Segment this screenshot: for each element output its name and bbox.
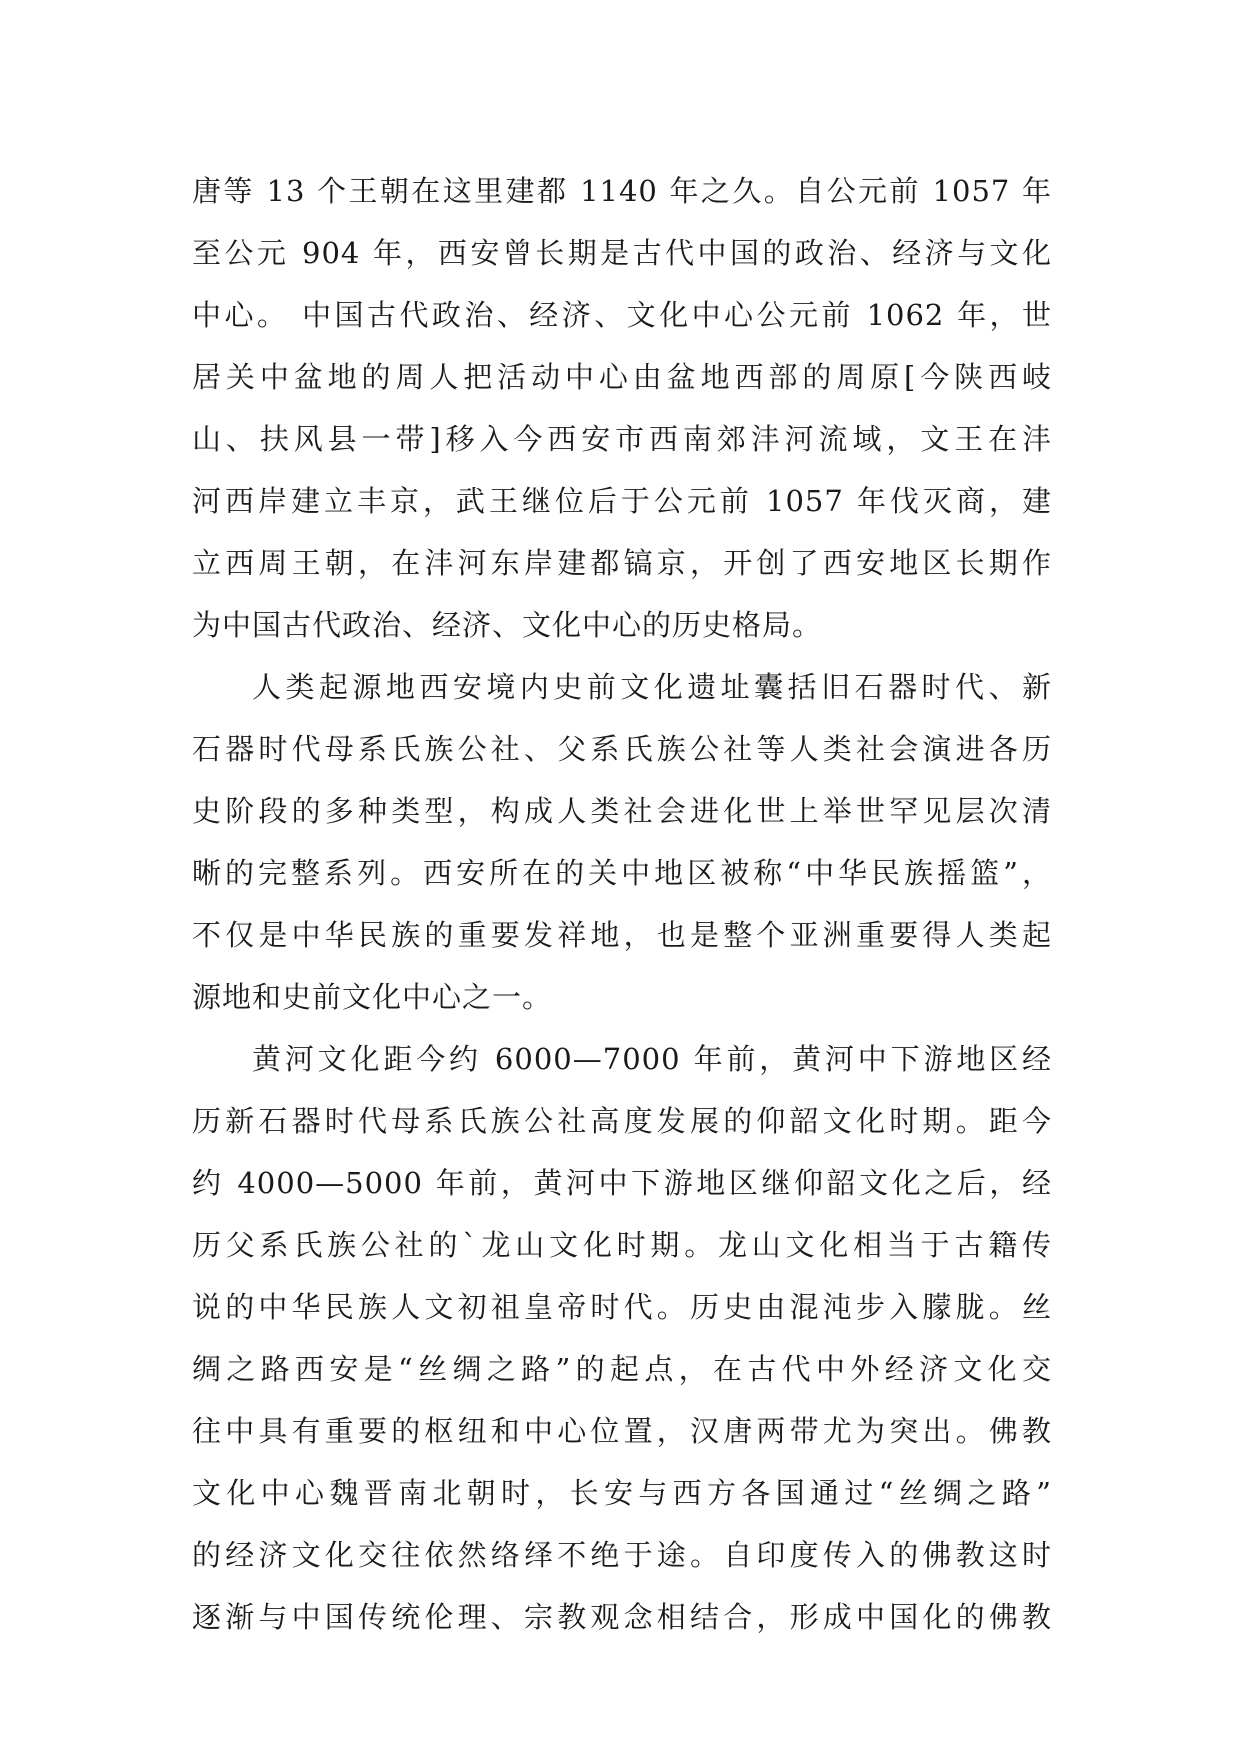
text-line: 史阶段的多种类型，构成人类社会进化世上举世罕见层次清 bbox=[192, 794, 1052, 828]
text-line: 唐等 13 个王朝在这里建都 1140 年之久。自公元前 1057 年 bbox=[192, 174, 1052, 208]
text-line: 人类起源地西安境内史前文化遗址囊括旧石器时代、新 bbox=[252, 670, 1052, 704]
text-line: 为中国古代政治、经济、文化中心的历史格局。 bbox=[192, 608, 823, 642]
text-line: 绸之路西安是“丝绸之路”的起点，在古代中外经济文化交 bbox=[192, 1352, 1052, 1386]
text-line: 立西周王朝，在沣河东岸建都镐京，开创了西安地区长期作 bbox=[192, 546, 1052, 580]
text-line: 居关中盆地的周人把活动中心由盆地西部的周原[今陕西岐 bbox=[192, 360, 1052, 394]
body-text bbox=[192, 160, 1052, 1648]
text-line: 至公元 904 年，西安曾长期是古代中国的政治、经济与文化 bbox=[192, 236, 1052, 270]
text-line: 历新石器时代母系氏族公社高度发展的仰韶文化时期。距今 bbox=[192, 1104, 1052, 1138]
text-line: 逐渐与中国传统伦理、宗教观念相结合，形成中国化的佛教 bbox=[192, 1600, 1052, 1634]
text-line: 文化中心魏晋南北朝时，长安与西方各国通过“丝绸之路” bbox=[192, 1476, 1052, 1510]
text-line: 山、扶风县一带]移入今西安市西南郊沣河流域，文王在沣 bbox=[192, 422, 1052, 456]
text-line: 中心。 中国古代政治、经济、文化中心公元前 1062 年，世 bbox=[192, 298, 1052, 332]
text-line: 石器时代母系氏族公社、父系氏族公社等人类社会演进各历 bbox=[192, 732, 1052, 766]
text-line: 往中具有重要的枢纽和中心位置，汉唐两带尤为突出。佛教 bbox=[192, 1414, 1052, 1448]
text-line: 不仅是中华民族的重要发祥地，也是整个亚洲重要得人类起 bbox=[192, 918, 1052, 952]
text-line: 说的中华民族人文初祖皇帝时代。历史由混沌步入朦胧。丝 bbox=[192, 1290, 1052, 1324]
text-line: 黄河文化距今约 6000—7000 年前，黄河中下游地区经 bbox=[252, 1042, 1052, 1076]
text-line: 河西岸建立丰京，武王继位后于公元前 1057 年伐灭商，建 bbox=[192, 484, 1052, 518]
text-line: 历父系氏族公社的`龙山文化时期。龙山文化相当于古籍传 bbox=[192, 1228, 1052, 1262]
text-line: 晰的完整系列。西安所在的关中地区被称“中华民族摇篮”， bbox=[192, 856, 1052, 890]
text-line: 源地和史前文化中心之一。 bbox=[192, 980, 553, 1014]
text-line: 的经济文化交往依然络绎不绝于途。自印度传入的佛教这时 bbox=[192, 1538, 1052, 1572]
text-line: 约 4000—5000 年前，黄河中下游地区继仰韶文化之后，经 bbox=[192, 1166, 1052, 1200]
